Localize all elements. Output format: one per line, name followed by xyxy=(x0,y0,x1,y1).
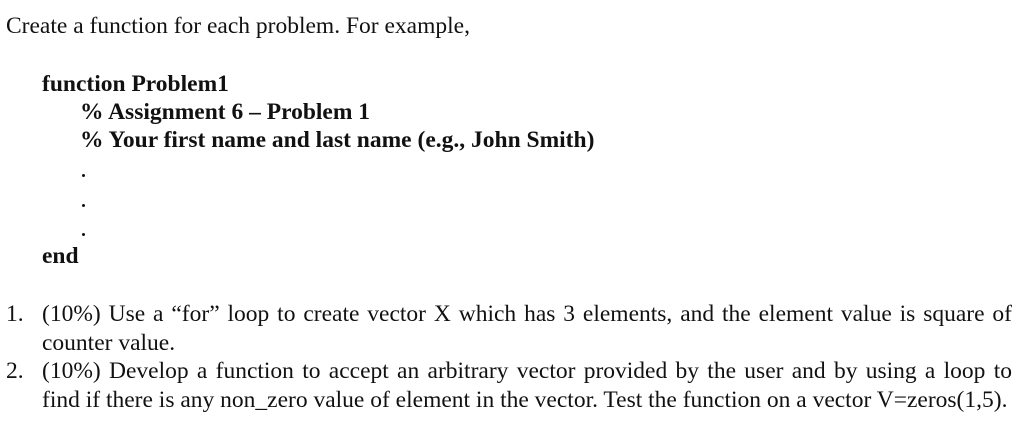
intro-text: Create a function for each problem. For example, xyxy=(6,13,470,39)
problem-text-2: (10%) Develop a function to accept an arbitrary vector provided by the user and by using a loop to find if there is any non_zero value of element in the vector. Test the function on a vector V=zeros(1,5). xyxy=(42,358,1012,413)
name-comment: % Your first name and last name (e.g., John Smith) xyxy=(80,127,595,153)
assignment-comment: % Assignment 6 – Problem 1 xyxy=(80,99,371,125)
problem-item-1 xyxy=(0,300,1012,357)
problem-number-1: 1. xyxy=(6,301,24,327)
problem-list xyxy=(0,300,1012,414)
ellipsis-dot-2 xyxy=(82,204,85,207)
ellipsis-dot-1 xyxy=(82,174,85,177)
ellipsis-dot-3 xyxy=(82,233,85,236)
end-keyword: end xyxy=(42,243,79,269)
problem-item-2 xyxy=(0,357,1012,414)
problem-text-1: (10%) Use a “for” loop to create vector X which has 3 elements, and the element value is square of counter value. xyxy=(42,301,1012,356)
function-declaration: function Problem1 xyxy=(42,71,229,97)
problem-number-2: 2. xyxy=(6,358,24,384)
